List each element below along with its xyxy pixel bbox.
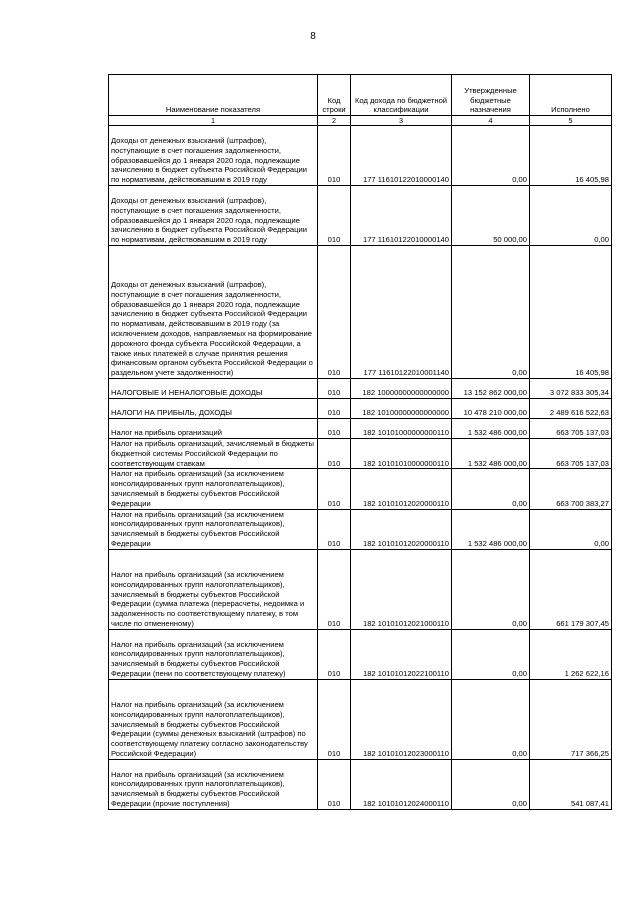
table-row [109, 186, 612, 246]
table-row [109, 509, 612, 549]
row-kbk: 182 10101012023000110 [351, 679, 452, 759]
row-executed: 16 405,98 [530, 246, 612, 379]
row-code: 010 [318, 419, 351, 439]
row-kbk: 182 10101012024000110 [351, 759, 452, 809]
row-approved: 10 478 210 000,00 [452, 399, 530, 419]
row-approved: 1 532 486 000,00 [452, 419, 530, 439]
header-kbk: Код дохода по бюджетной классификации [351, 75, 452, 116]
row-approved: 0,00 [452, 126, 530, 186]
row-executed: 16 405,98 [530, 126, 612, 186]
column-number: 3 [351, 116, 452, 126]
row-name: Доходы от денежных взысканий (штрафов), поступающие в счет погашения задолженности, образовавшейся до 1 января 2020 года, подлежащие зачислению в бюджет субъекта Российской Федерации по нормативам, действовавшим в 2019 году [109, 186, 318, 246]
row-approved: 0,00 [452, 629, 530, 679]
row-code: 010 [318, 549, 351, 629]
row-name: Налог на прибыль организаций (за исключением консолидированных групп налогоплательщиков), зачисляемый в бюджеты субъектов Российской Федерации (сумма платежа (перерасчеты, недоимка и задолженность по соответствующему платежу, в том числе по отмененному) [109, 549, 318, 629]
table-row [109, 469, 612, 509]
row-executed: 0,00 [530, 186, 612, 246]
row-code: 010 [318, 759, 351, 809]
table-header-row [109, 75, 612, 116]
table-row [109, 379, 612, 399]
row-approved: 13 152 862 000,00 [452, 379, 530, 399]
column-number-row [109, 116, 612, 126]
column-number: 2 [318, 116, 351, 126]
row-executed: 2 489 616 522,63 [530, 399, 612, 419]
row-executed: 541 087,41 [530, 759, 612, 809]
row-code: 010 [318, 399, 351, 419]
table-row [109, 126, 612, 186]
header-code: Код строки [318, 75, 351, 116]
header-executed: Исполнено [530, 75, 612, 116]
row-name: Налог на прибыль организаций (за исключением консолидированных групп налогоплательщиков), зачисляемый в бюджеты субъектов Российской Федерации [109, 469, 318, 509]
row-kbk: 182 10101000000000110 [351, 419, 452, 439]
row-code: 010 [318, 126, 351, 186]
row-kbk: 177 11610122010000140 [351, 186, 452, 246]
table-body [109, 126, 612, 810]
row-executed: 1 262 622,16 [530, 629, 612, 679]
row-name: Доходы от денежных взысканий (штрафов), поступающие в счет погашения задолженности, образовавшейся до 1 января 2020 года, подлежащие зачислению в бюджет субъекта Российской Федерации по нормативам, действовавшим в 2019 году [109, 126, 318, 186]
row-name: Налог на прибыль организаций, зачисляемый в бюджеты бюджетной системы Российской Федерации по соответствующим ставкам [109, 439, 318, 469]
table-row [109, 439, 612, 469]
revenue-report-table [108, 74, 612, 810]
row-code: 010 [318, 509, 351, 549]
row-code: 010 [318, 439, 351, 469]
row-name: Налог на прибыль организаций (за исключением консолидированных групп налогоплательщиков), зачисляемый в бюджеты субъектов Российской Федерации (прочие поступления) [109, 759, 318, 809]
page-number: 8 [310, 31, 316, 42]
row-executed: 663 700 383,27 [530, 469, 612, 509]
row-approved: 0,00 [452, 246, 530, 379]
table-row [109, 399, 612, 419]
row-name: НАЛОГОВЫЕ И НЕНАЛОГОВЫЕ ДОХОДЫ [109, 379, 318, 399]
row-kbk: 177 11610122010000140 [351, 126, 452, 186]
row-name: Налог на прибыль организаций [109, 419, 318, 439]
row-executed: 0,00 [530, 509, 612, 549]
row-name: НАЛОГИ НА ПРИБЫЛЬ, ДОХОДЫ [109, 399, 318, 419]
row-approved: 0,00 [452, 469, 530, 509]
table-row [109, 679, 612, 759]
column-number: 1 [109, 116, 318, 126]
row-approved: 0,00 [452, 549, 530, 629]
row-executed: 663 705 137,03 [530, 419, 612, 439]
row-approved: 0,00 [452, 759, 530, 809]
row-name: Доходы от денежных взысканий (штрафов), поступающие в счет погашения задолженности, образовавшейся до 1 января 2020 года, подлежащие зачислению в бюджет субъекта Российской Федерации по нормативам, действовавшим в 2019 году (за исключением доходов, направляемых на формирование дорожного фонда субъекта Российской Федерации, а также иных платежей в случае принятия решения финансовым органом субъекта Российской Федерации о раздельном учете задолженности) [109, 246, 318, 379]
row-kbk: 177 11610122010001140 [351, 246, 452, 379]
table-row [109, 629, 612, 679]
row-code: 010 [318, 186, 351, 246]
table-row [109, 549, 612, 629]
row-code: 010 [318, 469, 351, 509]
row-name: Налог на прибыль организаций (за исключением консолидированных групп налогоплательщиков), зачисляемый в бюджеты субъектов Российской Федерации (суммы денежных взысканий (штрафов) по соответствующему платежу согласно законодательству Российской Федерации) [109, 679, 318, 759]
table-row [109, 246, 612, 379]
row-code: 010 [318, 379, 351, 399]
row-approved: 50 000,00 [452, 186, 530, 246]
row-kbk: 182 10101010000000110 [351, 439, 452, 469]
row-kbk: 182 10101012020000110 [351, 469, 452, 509]
column-number: 4 [452, 116, 530, 126]
row-kbk: 182 10101012020000110 [351, 509, 452, 549]
row-executed: 663 705 137,03 [530, 439, 612, 469]
header-name: Наименование показателя [109, 75, 318, 116]
table-row [109, 759, 612, 809]
row-kbk: 182 10100000000000000 [351, 399, 452, 419]
row-code: 010 [318, 679, 351, 759]
row-name: Налог на прибыль организаций (за исключением консолидированных групп налогоплательщиков), зачисляемый в бюджеты субъектов Российской Федерации (пени по соответствующему платежу) [109, 629, 318, 679]
row-approved: 1 532 486 000,00 [452, 509, 530, 549]
row-executed: 3 072 833 305,34 [530, 379, 612, 399]
row-code: 010 [318, 629, 351, 679]
row-kbk: 182 10000000000000000 [351, 379, 452, 399]
row-executed: 717 366,25 [530, 679, 612, 759]
row-approved: 0,00 [452, 679, 530, 759]
table-row [109, 419, 612, 439]
row-approved: 1 532 486 000,00 [452, 439, 530, 469]
column-number: 5 [530, 116, 612, 126]
row-executed: 661 179 307,45 [530, 549, 612, 629]
header-approved: Утвержденные бюджетные назначения [452, 75, 530, 116]
row-name: Налог на прибыль организаций (за исключением консолидированных групп налогоплательщиков), зачисляемый в бюджеты субъектов Российской Федерации [109, 509, 318, 549]
row-kbk: 182 10101012021000110 [351, 549, 452, 629]
row-code: 010 [318, 246, 351, 379]
row-kbk: 182 10101012022100110 [351, 629, 452, 679]
